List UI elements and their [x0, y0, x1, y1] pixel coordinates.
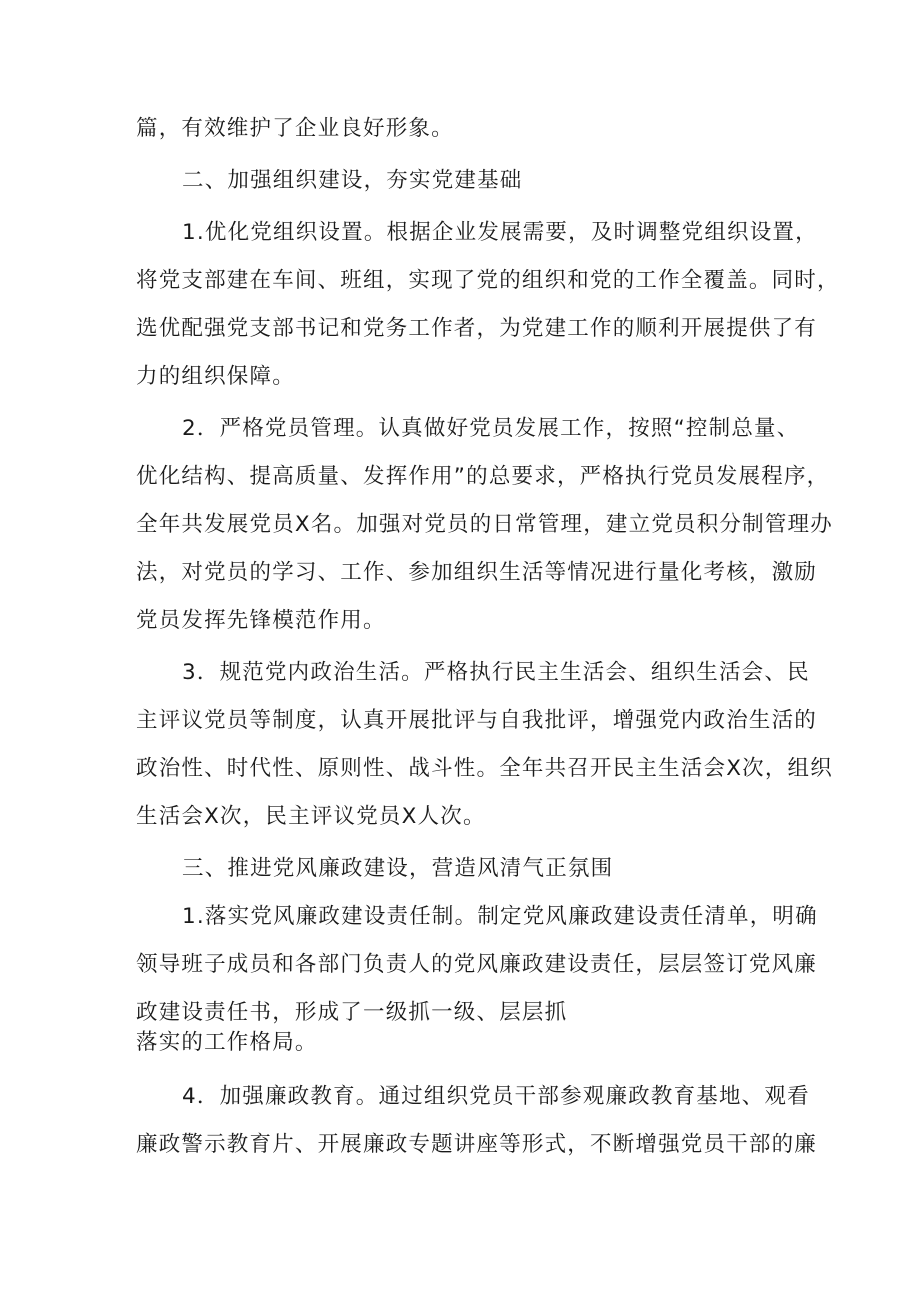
section-heading: 三、推进党风廉政建设，营造风清气正氛围 [182, 856, 614, 881]
text-line: 全年共发展党员X名。加强对党员的日常管理，建立党员积分制管理办 [136, 512, 833, 537]
text-line: 党员发挥先锋模范作用。 [136, 608, 386, 633]
text-line: 4．加强廉政教育。通过组织党员干部参观廉政教育基地、观看 [182, 1084, 810, 1109]
text-line: 将党支部建在车间、班组，实现了党的组织和党的工作全覆盖。同时， [136, 268, 840, 293]
text-line: 政建设责任书，形成了一级抓一级、层层抓 [136, 1000, 568, 1025]
text-line: 生活会X次，民主评议党员X人次。 [136, 804, 486, 829]
text-line: 落实的工作格局。 [136, 1030, 318, 1055]
text-line: 法，对党员的学习、工作、参加组织生活等情况进行量化考核，激励 [136, 560, 818, 585]
text-line: 廉政警示教育片、开展廉政专题讲座等形式，不断增强党员干部的廉 [136, 1132, 818, 1157]
text-line: 优化结构、提高质量、发挥作用”的总要求，严格执行党员发展程序， [136, 464, 830, 489]
text-line: 领导班子成员和各部门负责人的党风廉政建设责任，层层签订党风廉 [136, 952, 818, 977]
text-line: 选优配强党支部书记和党务工作者，为党建工作的顺利开展提供了有 [136, 316, 818, 341]
text-line: 力的组织保障。 [136, 364, 295, 389]
text-line: 篇，有效维护了企业良好形象。 [136, 116, 454, 141]
text-line: 政治性、时代性、原则性、战斗性。全年共召开民主生活会X次，组织 [136, 756, 833, 781]
text-line: 1.优化党组织设置。根据企业发展需要，及时调整党组织设置， [182, 220, 818, 245]
text-line: 主评议党员等制度，认真开展批评与自我批评，增强党内政治生活的 [136, 708, 818, 733]
section-heading: 二、加强组织建设，夯实党建基础 [182, 168, 523, 193]
text-line: 3．规范党内政治生活。严格执行民主生活会、组织生活会、民 [182, 660, 810, 685]
text-line: 1.落实党风廉政建设责任制。制定党风廉政建设责任清单，明确 [182, 904, 818, 929]
text-line: 2．严格党员管理。认真做好党员发展工作，按照“控制总量、 [182, 416, 800, 441]
